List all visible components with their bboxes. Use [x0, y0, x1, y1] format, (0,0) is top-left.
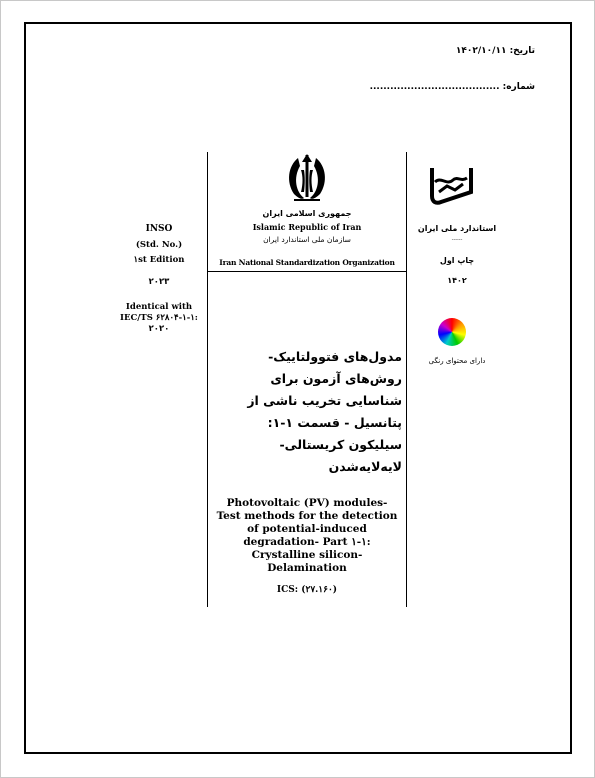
edition-label: ۱st Edition: [133, 255, 185, 265]
ics-code: ICS: (۲۷.۱۶۰): [276, 585, 338, 595]
center-divider: [208, 271, 406, 272]
title-english: Photovoltaic (PV) modules- Test methods for the detection of potential-induced degradation- Part ۱-۱: Crystalline silicon- Delamination: [216, 497, 398, 574]
org-fa: سازمان ملی استاندارد ایران: [263, 235, 351, 244]
org-en: Iran National Standardization Organization: [219, 258, 395, 267]
national-standard-label: استاندارد ملی ایران: [417, 224, 497, 233]
republic-en: Islamic Republic of Iran: [252, 222, 362, 232]
dash-line: -----: [451, 236, 463, 243]
edition-fa-label: چاپ اول: [439, 256, 475, 265]
identical-title: Identical with: [125, 302, 193, 312]
left-divider: [207, 152, 208, 607]
iran-emblem-icon: [284, 152, 330, 204]
color-wheel-icon: [438, 318, 466, 346]
color-note: دارای محتوای رنگی: [428, 357, 486, 365]
date-line: تاریخ: ۱۴۰۲/۱۰/۱۱: [455, 46, 535, 56]
isiri-logo-icon: [427, 162, 477, 208]
number-line: شماره: ......................................: [369, 82, 535, 92]
right-divider: [406, 152, 407, 607]
identical-ref: IEC/TS ۶۲۸۰۴-۱-۱:: [120, 313, 198, 323]
year-label: ۲۰۲۳: [148, 277, 170, 287]
year-fa-label: ۱۴۰۲: [447, 276, 467, 285]
std-no-label: (Std. No.): [135, 240, 183, 250]
title-persian: مدول‌های فتوولتاییک-روش‌های آزمون برای شناسایی تخریب ناشی از پتانسیل - قسمت ۱-۱: سیلیکون کریستالی- لایه‌لایه‌شدن: [247, 349, 402, 474]
identical-year: ۲۰۲۰: [148, 324, 170, 334]
republic-fa: جمهوری اسلامی ایران: [262, 209, 352, 218]
inso-label: INSO: [145, 224, 173, 234]
